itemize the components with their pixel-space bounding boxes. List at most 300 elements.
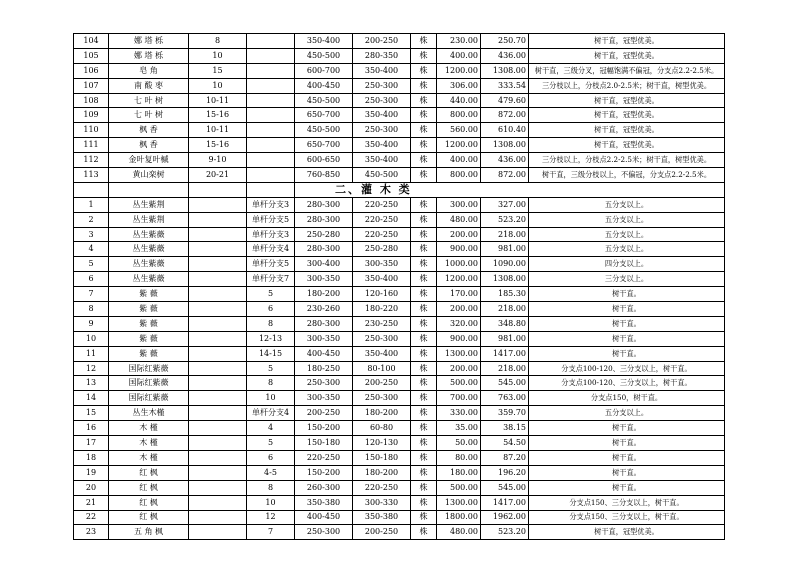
- plant-name-cell: 丛生紫薇: [109, 272, 189, 287]
- trunk-diameter-cell: [189, 495, 247, 510]
- crown-width-cell: 120-160: [353, 287, 411, 302]
- plant-name-cell: 皂 角: [109, 63, 189, 78]
- spec-branch-cell: 10: [247, 495, 295, 510]
- unit-cell: 株: [411, 168, 437, 183]
- row-number-cell: 17: [74, 436, 109, 451]
- note-cell: 三分枝以上，分枝点2.2-2.5米；树干直，树型优美。: [529, 153, 725, 168]
- trunk-diameter-cell: 9-10: [189, 153, 247, 168]
- plant-name-cell: 红 枫: [109, 480, 189, 495]
- total-price-cell: 610.40: [481, 123, 529, 138]
- unit-cell: 株: [411, 242, 437, 257]
- height-cell: 650-700: [295, 138, 353, 153]
- table-row: [74, 376, 725, 391]
- trunk-diameter-cell: [189, 510, 247, 525]
- unit-cell: 株: [411, 108, 437, 123]
- crown-width-cell: 300-350: [353, 257, 411, 272]
- plant-name-cell: 国际红紫薇: [109, 391, 189, 406]
- total-price-cell: 763.00: [481, 391, 529, 406]
- row-number-cell: 15: [74, 406, 109, 421]
- table-section-shrubs: [74, 197, 725, 539]
- note-cell: 树干直。: [529, 421, 725, 436]
- total-price-cell: 348.80: [481, 316, 529, 331]
- trunk-diameter-cell: 15-16: [189, 108, 247, 123]
- trunk-diameter-cell: 10-11: [189, 93, 247, 108]
- crown-width-cell: 200-250: [353, 34, 411, 49]
- plant-name-cell: 木 槿: [109, 421, 189, 436]
- trunk-diameter-cell: 15-16: [189, 138, 247, 153]
- crown-width-cell: 350-400: [353, 153, 411, 168]
- spec-branch-cell: 7: [247, 525, 295, 540]
- table-row: [74, 78, 725, 93]
- table-row: [74, 525, 725, 540]
- row-number-cell: 111: [74, 138, 109, 153]
- unit-cell: 株: [411, 93, 437, 108]
- price-cell: 1200.00: [437, 272, 481, 287]
- height-cell: 260-300: [295, 480, 353, 495]
- table-row: [74, 227, 725, 242]
- spec-branch-cell: 10: [247, 391, 295, 406]
- spec-branch-cell: 8: [247, 316, 295, 331]
- row-number-cell: 13: [74, 376, 109, 391]
- crown-width-cell: 350-400: [353, 108, 411, 123]
- price-cell: 480.00: [437, 212, 481, 227]
- total-price-cell: 872.00: [481, 108, 529, 123]
- unit-cell: 株: [411, 48, 437, 63]
- height-cell: 300-400: [295, 257, 353, 272]
- table-row: [74, 34, 725, 49]
- trunk-diameter-cell: [189, 212, 247, 227]
- height-cell: 280-300: [295, 242, 353, 257]
- height-cell: 400-450: [295, 346, 353, 361]
- note-cell: 五分支以上。: [529, 227, 725, 242]
- height-cell: 230-260: [295, 302, 353, 317]
- table-row: [74, 465, 725, 480]
- trunk-diameter-cell: 10: [189, 78, 247, 93]
- note-cell: 四分支以上。: [529, 257, 725, 272]
- spec-branch-cell: 单杆分支3: [247, 227, 295, 242]
- height-cell: 600-650: [295, 153, 353, 168]
- total-price-cell: 218.00: [481, 227, 529, 242]
- price-cell: 700.00: [437, 391, 481, 406]
- crown-width-cell: 250-300: [353, 78, 411, 93]
- crown-width-cell: 450-500: [353, 168, 411, 183]
- table-row: [74, 316, 725, 331]
- trunk-diameter-cell: 15: [189, 63, 247, 78]
- unit-cell: 株: [411, 227, 437, 242]
- crown-width-cell: 350-380: [353, 510, 411, 525]
- height-cell: 220-250: [295, 450, 353, 465]
- crown-width-cell: 200-250: [353, 525, 411, 540]
- height-cell: 150-200: [295, 421, 353, 436]
- table-row: [74, 168, 725, 183]
- unit-cell: 株: [411, 316, 437, 331]
- table-row: [74, 48, 725, 63]
- price-cell: 560.00: [437, 123, 481, 138]
- table-row: [74, 287, 725, 302]
- height-cell: 280-300: [295, 316, 353, 331]
- plant-name-cell: 紫 薇: [109, 302, 189, 317]
- table-row: [74, 391, 725, 406]
- row-number-cell: 1: [74, 197, 109, 212]
- total-price-cell: 196.20: [481, 465, 529, 480]
- spec-branch-cell: [247, 93, 295, 108]
- table-row: [74, 257, 725, 272]
- note-cell: 五分支以上。: [529, 406, 725, 421]
- note-cell: 树干直。: [529, 465, 725, 480]
- height-cell: 760-850: [295, 168, 353, 183]
- price-cell: 300.00: [437, 197, 481, 212]
- table-row: [74, 108, 725, 123]
- table-section-trees: [74, 34, 725, 183]
- spec-branch-cell: 单杆分支4: [247, 406, 295, 421]
- spec-branch-cell: 单杆分支4: [247, 242, 295, 257]
- height-cell: 600-700: [295, 63, 353, 78]
- crown-width-cell: 80-100: [353, 361, 411, 376]
- row-number-cell: 104: [74, 34, 109, 49]
- table-row: [74, 302, 725, 317]
- total-price-cell: 545.00: [481, 376, 529, 391]
- table-row: [74, 346, 725, 361]
- spec-branch-cell: 5: [247, 287, 295, 302]
- unit-cell: 株: [411, 197, 437, 212]
- height-cell: 400-450: [295, 78, 353, 93]
- height-cell: 350-400: [295, 34, 353, 49]
- spec-branch-cell: 单杆分支7: [247, 272, 295, 287]
- total-price-cell: 359.70: [481, 406, 529, 421]
- spec-branch-cell: 12: [247, 510, 295, 525]
- total-price-cell: 327.00: [481, 197, 529, 212]
- trunk-diameter-cell: [189, 391, 247, 406]
- spec-branch-cell: [247, 78, 295, 93]
- price-cell: 230.00: [437, 34, 481, 49]
- spec-branch-cell: 6: [247, 450, 295, 465]
- spec-branch-cell: 4: [247, 421, 295, 436]
- note-cell: 树干直。: [529, 436, 725, 451]
- price-cell: 320.00: [437, 316, 481, 331]
- crown-width-cell: 180-200: [353, 465, 411, 480]
- total-price-cell: 1308.00: [481, 272, 529, 287]
- plant-name-cell: 七 叶 树: [109, 93, 189, 108]
- table-row: [74, 361, 725, 376]
- plant-name-cell: 红 枫: [109, 465, 189, 480]
- price-cell: 330.00: [437, 406, 481, 421]
- unit-cell: 株: [411, 34, 437, 49]
- row-number-cell: 113: [74, 168, 109, 183]
- total-price-cell: 981.00: [481, 331, 529, 346]
- plant-name-cell: 木 槿: [109, 436, 189, 451]
- table-row: [74, 93, 725, 108]
- table-row: [74, 480, 725, 495]
- table-row: [74, 242, 725, 257]
- unit-cell: 株: [411, 361, 437, 376]
- spec-branch-cell: [247, 168, 295, 183]
- section-title: 二、灌 木 类: [295, 182, 725, 197]
- note-cell: 树干直，冠型优美。: [529, 123, 725, 138]
- unit-cell: 株: [411, 525, 437, 540]
- trunk-diameter-cell: 20-21: [189, 168, 247, 183]
- total-price-cell: 333.54: [481, 78, 529, 93]
- unit-cell: 株: [411, 495, 437, 510]
- row-number-cell: 12: [74, 361, 109, 376]
- total-price-cell: 185.30: [481, 287, 529, 302]
- crown-width-cell: 180-200: [353, 406, 411, 421]
- row-number-cell: 3: [74, 227, 109, 242]
- spec-branch-cell: 4-5: [247, 465, 295, 480]
- price-cell: 480.00: [437, 525, 481, 540]
- price-cell: 80.00: [437, 450, 481, 465]
- plant-name-cell: 枫 香: [109, 138, 189, 153]
- total-price-cell: 1417.00: [481, 346, 529, 361]
- row-number-cell: 14: [74, 391, 109, 406]
- table-row: [74, 153, 725, 168]
- total-price-cell: 981.00: [481, 242, 529, 257]
- plant-name-cell: 金叶复叶槭: [109, 153, 189, 168]
- table-row: [74, 123, 725, 138]
- plant-name-cell: 紫 薇: [109, 316, 189, 331]
- row-number-cell: 10: [74, 331, 109, 346]
- table-row: [74, 197, 725, 212]
- plant-name-cell: 丛生紫荆: [109, 212, 189, 227]
- spec-branch-cell: 单杆分支5: [247, 212, 295, 227]
- height-cell: 250-300: [295, 525, 353, 540]
- price-cell: 50.00: [437, 436, 481, 451]
- unit-cell: 株: [411, 391, 437, 406]
- spec-branch-cell: [247, 153, 295, 168]
- note-cell: 树干直，三级分叉，冠幅饱满不偏冠，分支点2.2-2.5米。: [529, 63, 725, 78]
- price-cell: 1300.00: [437, 346, 481, 361]
- total-price-cell: 1090.00: [481, 257, 529, 272]
- table-row: [74, 436, 725, 451]
- trunk-diameter-cell: [189, 421, 247, 436]
- note-cell: 树干直。: [529, 287, 725, 302]
- total-price-cell: 87.20: [481, 450, 529, 465]
- trunk-diameter-cell: [189, 287, 247, 302]
- spec-branch-cell: [247, 123, 295, 138]
- crown-width-cell: 220-250: [353, 212, 411, 227]
- trunk-diameter-cell: [189, 346, 247, 361]
- note-cell: 树干直，冠型优美。: [529, 525, 725, 540]
- unit-cell: 株: [411, 138, 437, 153]
- trunk-diameter-cell: [189, 465, 247, 480]
- height-cell: 180-200: [295, 287, 353, 302]
- plant-name-cell: 国际红紫薇: [109, 361, 189, 376]
- price-cell: 200.00: [437, 361, 481, 376]
- price-cell: 306.00: [437, 78, 481, 93]
- total-price-cell: 54.50: [481, 436, 529, 451]
- nursery-price-table: [73, 33, 725, 540]
- crown-width-cell: 220-250: [353, 227, 411, 242]
- price-cell: 900.00: [437, 242, 481, 257]
- trunk-diameter-cell: [189, 525, 247, 540]
- unit-cell: 株: [411, 272, 437, 287]
- note-cell: 树干直，冠型优美。: [529, 34, 725, 49]
- plant-name-cell: 丛生紫薇: [109, 227, 189, 242]
- total-price-cell: 1308.00: [481, 63, 529, 78]
- crown-width-cell: 250-280: [353, 242, 411, 257]
- note-cell: 树干直。: [529, 302, 725, 317]
- plant-name-cell: 国际红紫薇: [109, 376, 189, 391]
- total-price-cell: 872.00: [481, 168, 529, 183]
- crown-width-cell: 230-250: [353, 316, 411, 331]
- plant-name-cell: 木 槿: [109, 450, 189, 465]
- price-cell: 1300.00: [437, 495, 481, 510]
- plant-name-cell: 娜 塔 栎: [109, 34, 189, 49]
- unit-cell: 株: [411, 376, 437, 391]
- note-cell: 三分支以上。: [529, 272, 725, 287]
- total-price-cell: 479.60: [481, 93, 529, 108]
- spec-branch-cell: 8: [247, 480, 295, 495]
- total-price-cell: 250.70: [481, 34, 529, 49]
- row-number-cell: 109: [74, 108, 109, 123]
- trunk-diameter-cell: [189, 376, 247, 391]
- total-price-cell: 1308.00: [481, 138, 529, 153]
- unit-cell: 株: [411, 123, 437, 138]
- height-cell: 150-200: [295, 465, 353, 480]
- height-cell: 300-350: [295, 331, 353, 346]
- unit-cell: 株: [411, 302, 437, 317]
- crown-width-cell: 280-350: [353, 48, 411, 63]
- total-price-cell: 523.20: [481, 525, 529, 540]
- trunk-diameter-cell: 10-11: [189, 123, 247, 138]
- height-cell: 450-500: [295, 123, 353, 138]
- unit-cell: 株: [411, 510, 437, 525]
- row-number-cell: 19: [74, 465, 109, 480]
- table-row: [74, 212, 725, 227]
- plant-name-cell: 紫 薇: [109, 287, 189, 302]
- total-price-cell: 523.20: [481, 212, 529, 227]
- spec-branch-cell: 8: [247, 376, 295, 391]
- table-row: [74, 63, 725, 78]
- trunk-diameter-cell: [189, 331, 247, 346]
- plant-name-cell: 丛生紫薇: [109, 242, 189, 257]
- row-number-cell: 16: [74, 421, 109, 436]
- price-cell: 800.00: [437, 168, 481, 183]
- plant-name-cell: 娜 塔 栎: [109, 48, 189, 63]
- row-number-cell: 23: [74, 525, 109, 540]
- unit-cell: 株: [411, 436, 437, 451]
- plant-name-cell: 丛生木槿: [109, 406, 189, 421]
- price-cell: 1200.00: [437, 138, 481, 153]
- row-number-cell: 6: [74, 272, 109, 287]
- note-cell: 三分枝以上，分枝点2.0-2.5米；树干直，树型优美。: [529, 78, 725, 93]
- price-cell: 400.00: [437, 153, 481, 168]
- note-cell: 五分支以上。: [529, 197, 725, 212]
- price-cell: 200.00: [437, 227, 481, 242]
- note-cell: 树干直。: [529, 331, 725, 346]
- unit-cell: 株: [411, 153, 437, 168]
- spec-branch-cell: 6: [247, 302, 295, 317]
- total-price-cell: 436.00: [481, 48, 529, 63]
- row-number-cell: 110: [74, 123, 109, 138]
- price-cell: 35.00: [437, 421, 481, 436]
- height-cell: 250-280: [295, 227, 353, 242]
- total-price-cell: 218.00: [481, 302, 529, 317]
- spec-branch-cell: [247, 108, 295, 123]
- spec-branch-cell: [247, 63, 295, 78]
- note-cell: 树干直，冠型优美。: [529, 138, 725, 153]
- crown-width-cell: 350-400: [353, 272, 411, 287]
- trunk-diameter-cell: [189, 480, 247, 495]
- unit-cell: 株: [411, 450, 437, 465]
- unit-cell: 株: [411, 465, 437, 480]
- spec-branch-cell: 5: [247, 436, 295, 451]
- plant-name-cell: 红 枫: [109, 495, 189, 510]
- table-row: [74, 272, 725, 287]
- price-cell: 440.00: [437, 93, 481, 108]
- plant-name-cell: 七 叶 树: [109, 108, 189, 123]
- crown-width-cell: 200-250: [353, 376, 411, 391]
- spec-branch-cell: 14-15: [247, 346, 295, 361]
- total-price-cell: 545.00: [481, 480, 529, 495]
- plant-name-cell: 红 枫: [109, 510, 189, 525]
- table-row: [74, 406, 725, 421]
- row-number-cell: 8: [74, 302, 109, 317]
- price-cell: 400.00: [437, 48, 481, 63]
- spec-branch-cell: 单杆分支5: [247, 257, 295, 272]
- trunk-diameter-cell: [189, 406, 247, 421]
- height-cell: 250-300: [295, 376, 353, 391]
- height-cell: 200-250: [295, 406, 353, 421]
- row-number-cell: 5: [74, 257, 109, 272]
- price-cell: 180.00: [437, 465, 481, 480]
- row-number-cell: 106: [74, 63, 109, 78]
- plant-name-cell: 黄山栾树: [109, 168, 189, 183]
- row-number-cell: 21: [74, 495, 109, 510]
- crown-width-cell: 250-300: [353, 331, 411, 346]
- spec-branch-cell: 12-13: [247, 331, 295, 346]
- height-cell: 150-180: [295, 436, 353, 451]
- note-cell: 分支点100-120、三分支以上，树干直。: [529, 361, 725, 376]
- unit-cell: 株: [411, 421, 437, 436]
- plant-name-cell: 丛生紫荆: [109, 197, 189, 212]
- note-cell: 分支点150、三分支以上，树干直。: [529, 510, 725, 525]
- height-cell: 300-350: [295, 391, 353, 406]
- price-cell: 1800.00: [437, 510, 481, 525]
- plant-name-cell: 枫 香: [109, 123, 189, 138]
- spec-branch-cell: [247, 138, 295, 153]
- price-cell: 200.00: [437, 302, 481, 317]
- spec-branch-cell: [247, 34, 295, 49]
- unit-cell: 株: [411, 346, 437, 361]
- height-cell: 300-350: [295, 272, 353, 287]
- table-row: [74, 421, 725, 436]
- trunk-diameter-cell: [189, 227, 247, 242]
- trunk-diameter-cell: [189, 450, 247, 465]
- height-cell: 180-250: [295, 361, 353, 376]
- table-row: [74, 138, 725, 153]
- total-price-cell: 218.00: [481, 361, 529, 376]
- height-cell: 280-300: [295, 212, 353, 227]
- unit-cell: 株: [411, 78, 437, 93]
- crown-width-cell: 180-220: [353, 302, 411, 317]
- trunk-diameter-cell: [189, 272, 247, 287]
- row-number-cell: 105: [74, 48, 109, 63]
- total-price-cell: 38.15: [481, 421, 529, 436]
- price-cell: 500.00: [437, 376, 481, 391]
- table-row: [74, 495, 725, 510]
- unit-cell: 株: [411, 212, 437, 227]
- total-price-cell: 436.00: [481, 153, 529, 168]
- plant-name-cell: 紫 薇: [109, 331, 189, 346]
- note-cell: 分支点150、三分支以上，树干直。: [529, 495, 725, 510]
- row-number-cell: 11: [74, 346, 109, 361]
- note-cell: 树干直。: [529, 316, 725, 331]
- unit-cell: 株: [411, 257, 437, 272]
- note-cell: 树干直。: [529, 450, 725, 465]
- note-cell: 树干直，冠型优美。: [529, 93, 725, 108]
- unit-cell: 株: [411, 63, 437, 78]
- price-cell: 1000.00: [437, 257, 481, 272]
